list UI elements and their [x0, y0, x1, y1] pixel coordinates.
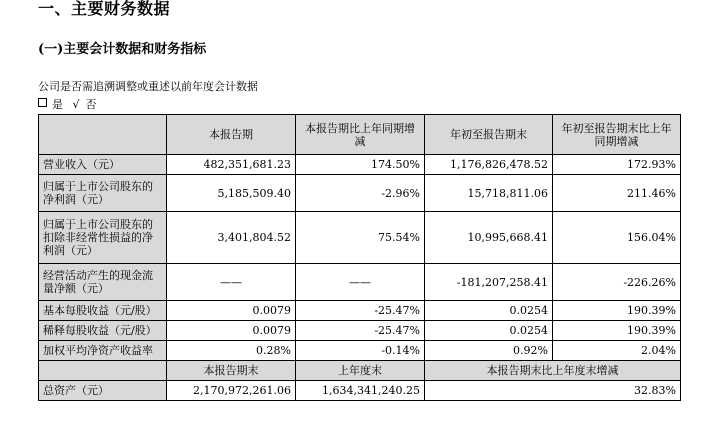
table-cell: 32.83% — [425, 381, 681, 401]
table-cell: -181,207,258.41 — [425, 264, 553, 301]
table-cell: 0.0079 — [167, 321, 296, 341]
restatement-options — [38, 96, 97, 112]
table-cell: 0.28% — [167, 341, 296, 361]
table2-header-row — [39, 361, 681, 381]
financial-data-table — [38, 114, 681, 401]
header-cell-period-yoy-change: 本报告期比上年同期增减 — [296, 115, 425, 155]
table-row — [39, 381, 681, 401]
table-cell: 190.39% — [553, 321, 681, 341]
table-cell: 2,170,972,261.06 — [167, 381, 296, 401]
section-heading: 一、主要财务数据 — [38, 0, 171, 18]
row-label-revenue: 营业收入（元） — [39, 155, 167, 175]
table-cell: 15,718,811.06 — [425, 175, 553, 212]
table-cell: 2.04% — [553, 341, 681, 361]
table-row — [39, 301, 681, 321]
table-row — [39, 264, 681, 301]
row-label-net-profit-excl-nonrecurring: 归属于上市公司股东的扣除非经常性损益的净利润（元） — [39, 212, 167, 264]
table-cell: 10,995,668.41 — [425, 212, 553, 264]
header-cell-current-period: 本报告期 — [167, 115, 296, 155]
table-cell: 0.0254 — [425, 301, 553, 321]
table-cell: —— — [167, 264, 296, 301]
table-cell: -25.47% — [296, 301, 425, 321]
subsection-heading: (一)主要会计数据和财务指标 — [38, 42, 207, 57]
table-cell: -0.14% — [296, 341, 425, 361]
table-cell: 482,351,681.23 — [167, 155, 296, 175]
row-label-basic-eps: 基本每股收益（元/股） — [39, 301, 167, 321]
table-cell: 0.92% — [425, 341, 553, 361]
table-cell: -25.47% — [296, 321, 425, 341]
row-label-net-profit: 归属于上市公司股东的净利润（元） — [39, 175, 167, 212]
header-cell-period-end: 本报告期末 — [167, 361, 296, 381]
table-cell: 0.0079 — [167, 301, 296, 321]
table-cell: —— — [296, 264, 425, 301]
table-row — [39, 321, 681, 341]
header-cell-change-vs-prior-year-end: 本报告期末比上年度末增减 — [425, 361, 681, 381]
row-label-weighted-roe: 加权平均净资产收益率 — [39, 341, 167, 361]
row-label-diluted-eps: 稀释每股收益（元/股） — [39, 321, 167, 341]
table-cell: 172.93% — [553, 155, 681, 175]
row-label-total-assets: 总资产（元） — [39, 381, 167, 401]
table-cell: 211.46% — [553, 175, 681, 212]
restatement-question: 公司是否需追溯调整或重述以前年度会计数据 — [38, 80, 258, 93]
table-cell: 190.39% — [553, 301, 681, 321]
no-option-label: 否 — [85, 98, 97, 111]
check-mark-icon: √ — [72, 98, 80, 111]
table-cell: 156.04% — [553, 212, 681, 264]
table-row — [39, 212, 681, 264]
table-cell: 5,185,509.40 — [167, 175, 296, 212]
table1-header-row — [39, 115, 681, 155]
table-cell: 174.50% — [296, 155, 425, 175]
table-cell: 0.0254 — [425, 321, 553, 341]
header-cell-empty — [39, 115, 167, 155]
header-cell-ytd-yoy-change: 年初至报告期末比上年同期增减 — [553, 115, 681, 155]
row-label-operating-cash-flow: 经营活动产生的现金流量净额（元） — [39, 264, 167, 301]
header-cell-prior-year-end: 上年度末 — [296, 361, 425, 381]
header-cell-year-to-date: 年初至报告期末 — [425, 115, 553, 155]
table-cell: 75.54% — [296, 212, 425, 264]
table-cell: -226.26% — [553, 264, 681, 301]
header-cell-empty — [39, 361, 167, 381]
table-row — [39, 175, 681, 212]
yes-checkbox-icon — [38, 98, 47, 107]
table-cell: 3,401,804.52 — [167, 212, 296, 264]
table-cell: 1,634,341,240.25 — [296, 381, 425, 401]
table-cell: 1,176,826,478.52 — [425, 155, 553, 175]
table-cell: -2.96% — [296, 175, 425, 212]
table-row — [39, 341, 681, 361]
table-row — [39, 155, 681, 175]
yes-option-label: 是 — [52, 98, 63, 111]
